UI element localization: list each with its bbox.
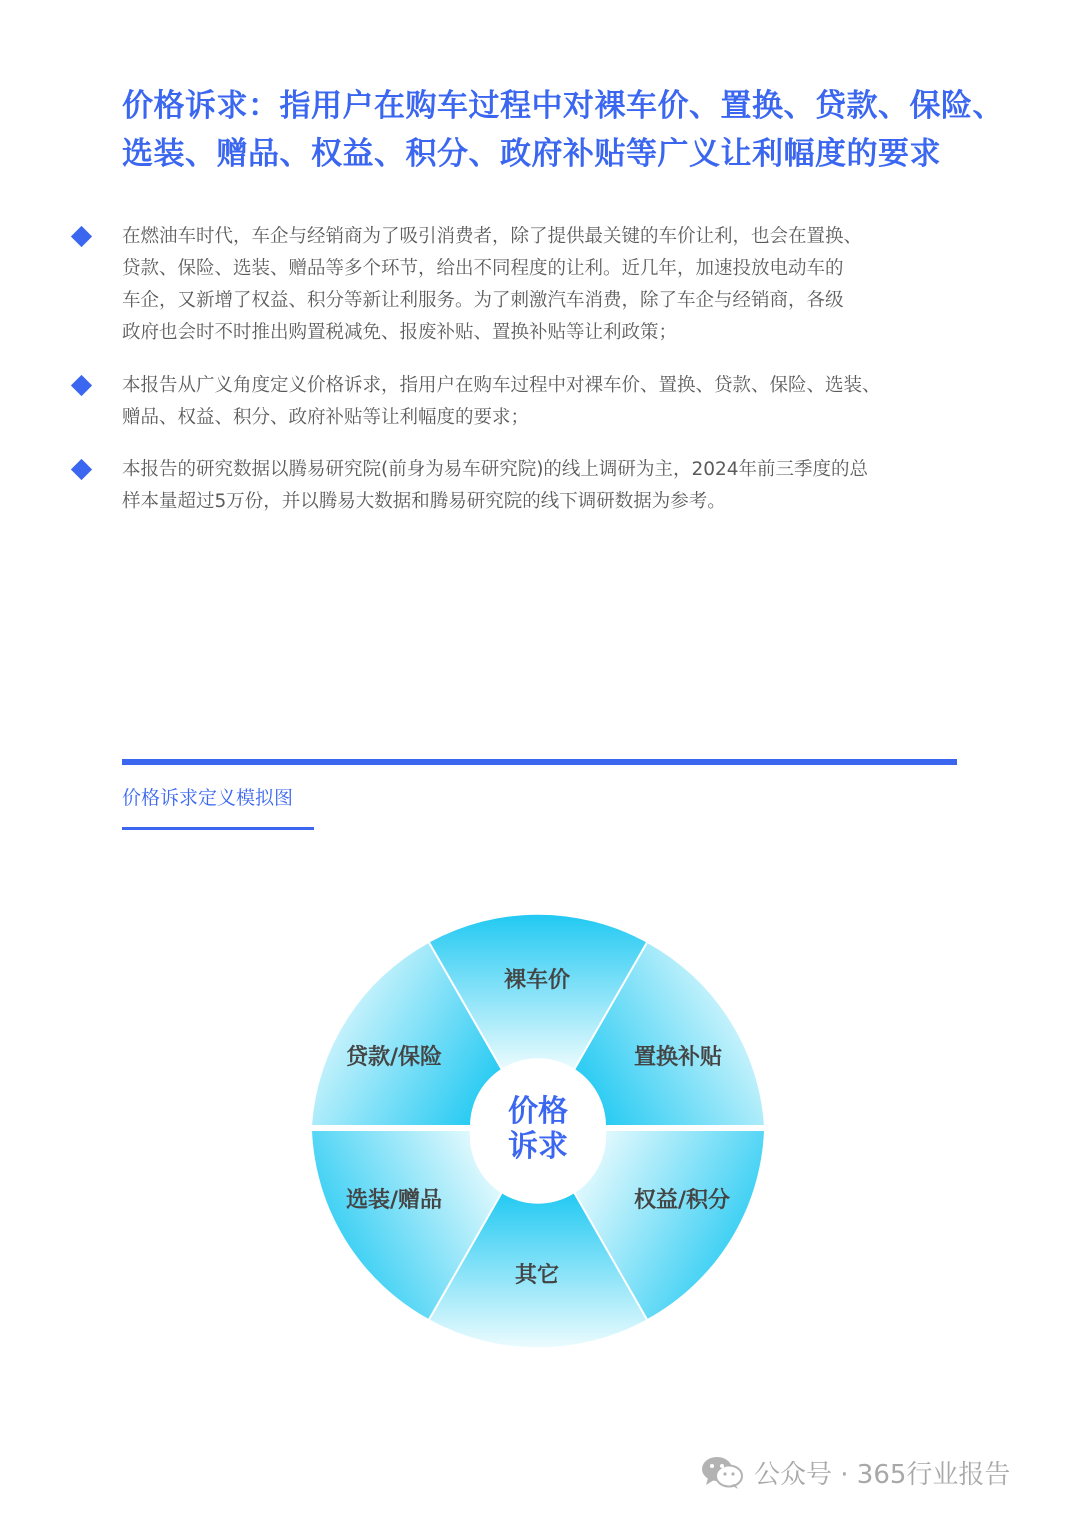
- segment-label-lower-right: 权益/积分: [633, 1188, 731, 1213]
- figure-caption: 价格诉求定义模拟图: [122, 787, 294, 809]
- paragraph-line: 样本量超过5万份，并以腾易大数据和腾易研究院的线下调研数据为参考。: [122, 491, 726, 512]
- wechat-icon: [700, 1454, 744, 1490]
- paragraph-line: 本报告的研究数据以腾易研究院(前身为易车研究院)的线上调研为主，2024年前三季度的总: [122, 459, 869, 480]
- page-title-line-2: 选装、赠品、权益、积分、政府补贴等广义让利幅度的要求: [122, 136, 941, 172]
- segment-label-top: 裸车价: [503, 968, 571, 993]
- paragraph-line: 在燃油车时代，车企与经销商为了吸引消费者，除了提供最关键的车价让利，也会在置换、: [122, 226, 863, 247]
- paragraph-line: 赠品、权益、积分、政府补贴等让利幅度的要求；: [122, 407, 530, 428]
- segment-label-lower-left: 选装/赠品: [345, 1188, 443, 1213]
- watermark: [700, 1452, 1010, 1492]
- center-label-line-2: 诉求: [508, 1129, 568, 1164]
- paragraph-line: 车企，又新增了权益、积分等新让利服务。为了刺激汽车消费，除了车企与经销商，各级: [122, 290, 844, 311]
- segment-label-upper-right: 置换补贴: [633, 1045, 723, 1070]
- segment-label-bottom: 其它: [514, 1263, 560, 1288]
- center-label-line-1: 价格: [508, 1094, 568, 1129]
- segment-label-upper-left: 贷款/保险: [345, 1045, 443, 1070]
- paragraph-line: 贷款、保险、选装、赠品等多个环节，给出不同程度的让利。近几年，加速投放电动车的: [122, 258, 844, 279]
- paragraph-line: 政府也会时不时推出购置税减免、报废补贴、置换补贴等让利政策；: [122, 322, 678, 343]
- paragraph-line: 本报告从广义角度定义价格诉求，指用户在购车过程中对裸车价、置换、贷款、保险、选装、: [122, 375, 881, 396]
- watermark-text: 公众号 · 365行业报告: [754, 1459, 1011, 1490]
- page-title-line-1: 价格诉求：指用户在购车过程中对裸车价、置换、贷款、保险、: [122, 88, 1004, 124]
